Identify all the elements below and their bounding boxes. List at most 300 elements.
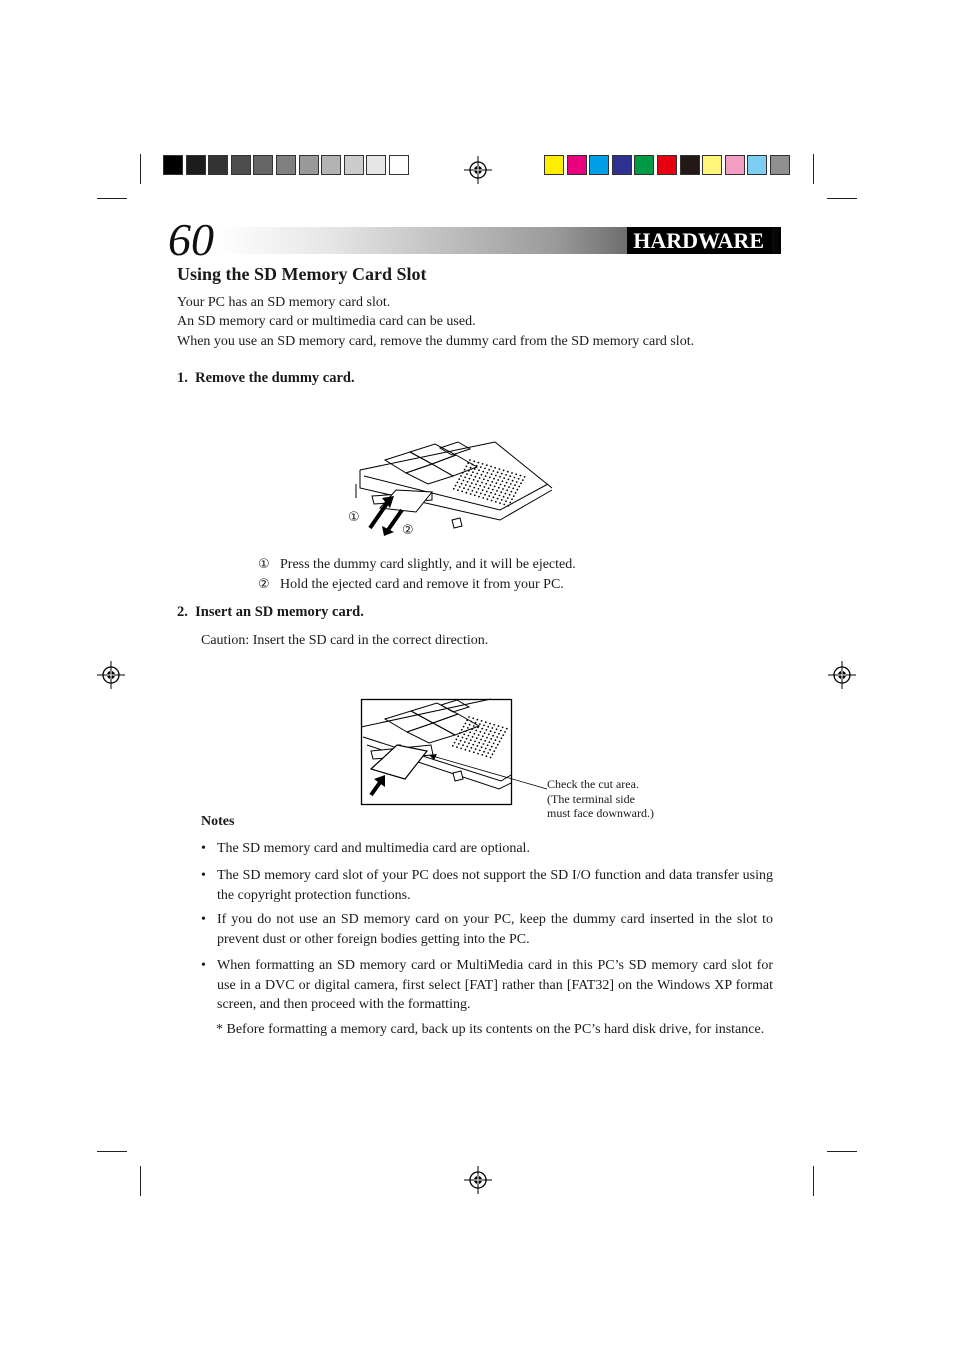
speaker-hole xyxy=(473,725,475,727)
speaker-hole xyxy=(470,475,472,477)
speaker-hole xyxy=(470,467,472,469)
registration-mark-icon xyxy=(464,1166,492,1194)
speaker-hole xyxy=(500,491,502,493)
speaker-hole xyxy=(503,470,505,472)
sd-card-insertion-illustration xyxy=(361,699,512,805)
note-bullet: • If you do not use an SD memory card on your PC, keep the dummy card inserted in the slot to prevent dust or other foreign bodies getting into the PC. xyxy=(201,912,773,947)
intro-line: An SD memory card or multimedia card can be used. xyxy=(177,314,476,329)
speaker-hole xyxy=(498,733,500,735)
callout-line: Check the cut area. xyxy=(547,777,639,791)
speaker-hole xyxy=(466,466,468,468)
note-bullet: • The SD memory card and multimedia card are optional. xyxy=(201,841,530,856)
speaker-hole xyxy=(469,732,471,734)
speaker-hole xyxy=(508,486,510,488)
speaker-hole xyxy=(524,476,526,478)
gray-swatch xyxy=(253,155,273,175)
note-sub-item: * Before formatting a memory card, back up its contents on the PC’s hard disk drive, for instance. xyxy=(216,1022,765,1037)
step-2-heading: 2. Insert an SD memory card. xyxy=(177,604,364,620)
speaker-hole xyxy=(509,494,511,496)
speaker-hole xyxy=(469,478,471,480)
speaker-hole xyxy=(459,486,461,488)
speaker-hole xyxy=(472,717,474,719)
note-text: If you do not use an SD memory card on your PC, keep the dummy card inserted in the slot to prevent dust or other foreign bodies getting into the PC. xyxy=(217,912,773,947)
speaker-hole xyxy=(477,726,479,728)
speaker-hole xyxy=(475,748,477,750)
speaker-hole xyxy=(493,478,495,480)
speaker-hole xyxy=(472,471,474,473)
speaker-hole xyxy=(466,746,468,748)
speaker-hole xyxy=(514,477,516,479)
crop-mark xyxy=(97,198,127,199)
speaker-hole xyxy=(491,473,493,475)
speaker-hole xyxy=(485,483,487,485)
speaker-hole xyxy=(493,496,495,498)
speaker-hole xyxy=(505,500,507,502)
speaker-hole xyxy=(490,484,492,486)
speaker-hole xyxy=(504,731,506,733)
speaker-hole xyxy=(513,495,515,497)
speaker-hole xyxy=(499,495,501,497)
gray-swatch xyxy=(276,155,296,175)
speaker-hole xyxy=(474,733,476,735)
speaker-hole xyxy=(494,732,496,734)
speaker-hole xyxy=(493,750,495,752)
speaker-hole xyxy=(486,737,488,739)
speaker-hole xyxy=(483,743,485,745)
speaker-hole xyxy=(499,468,501,470)
section-title: HARDWARE xyxy=(627,227,772,254)
speaker-hole xyxy=(487,726,489,728)
color-swatch xyxy=(770,155,790,175)
color-swatch xyxy=(657,155,677,175)
speaker-hole xyxy=(484,486,486,488)
speaker-hole xyxy=(481,482,483,484)
speaker-hole xyxy=(488,495,490,497)
speaker-hole xyxy=(461,729,463,731)
speaker-hole xyxy=(484,732,486,734)
speaker-hole xyxy=(507,497,509,499)
speaker-hole xyxy=(474,741,476,743)
step-marker: ① xyxy=(258,557,270,572)
speaker-hole xyxy=(500,730,502,732)
speaker-hole xyxy=(499,502,501,504)
speaker-hole xyxy=(471,482,473,484)
speaker-hole xyxy=(501,473,503,475)
speaker-hole xyxy=(458,478,460,480)
speaker-hole xyxy=(503,496,505,498)
speaker-hole xyxy=(516,481,518,483)
speaker-hole xyxy=(475,476,477,478)
speaker-hole xyxy=(493,470,495,472)
speaker-hole xyxy=(490,730,492,732)
step-1-heading: 1. Remove the dummy card. xyxy=(177,370,355,386)
speaker-hole xyxy=(496,736,498,738)
speaker-hole xyxy=(454,742,456,744)
speaker-hole xyxy=(512,480,514,482)
note-text: The SD memory card slot of your PC does not support the SD I/O function and data transfer using the copyright protection functions. xyxy=(217,868,773,903)
speaker-hole xyxy=(489,723,491,725)
speaker-hole xyxy=(511,472,513,474)
speaker-hole xyxy=(462,737,464,739)
gray-swatch xyxy=(208,155,228,175)
crop-mark xyxy=(97,1151,127,1152)
speaker-hole xyxy=(481,728,483,730)
gray-swatch xyxy=(186,155,206,175)
speaker-hole xyxy=(502,727,504,729)
speaker-hole xyxy=(469,724,471,726)
speaker-hole xyxy=(474,494,476,496)
registration-mark-icon xyxy=(828,661,856,689)
speaker-hole xyxy=(501,499,503,501)
color-swatch xyxy=(567,155,587,175)
speaker-hole xyxy=(469,485,471,487)
speaker-hole xyxy=(501,737,503,739)
gray-swatch xyxy=(231,155,251,175)
speaker-hole xyxy=(492,489,494,491)
speaker-hole xyxy=(463,480,465,482)
speaker-hole xyxy=(473,751,475,753)
speaker-hole xyxy=(474,468,476,470)
speaker-hole xyxy=(482,489,484,491)
crop-mark xyxy=(140,154,141,184)
speaker-hole xyxy=(461,491,463,493)
speaker-hole xyxy=(488,734,490,736)
gray-swatch xyxy=(366,155,386,175)
speaker-hole xyxy=(473,460,475,462)
speaker-hole xyxy=(491,481,493,483)
speaker-hole xyxy=(503,477,505,479)
speaker-hole xyxy=(478,488,480,490)
speaker-hole xyxy=(466,738,468,740)
speaker-hole xyxy=(488,469,490,471)
speaker-hole xyxy=(490,738,492,740)
speaker-hole xyxy=(506,489,508,491)
speaker-hole xyxy=(511,498,513,500)
speaker-hole xyxy=(490,492,492,494)
registration-mark-icon xyxy=(464,156,492,184)
speaker-hole xyxy=(468,716,470,718)
callout-line: (The terminal side xyxy=(547,791,635,806)
speaker-hole xyxy=(484,740,486,742)
speaker-hole xyxy=(457,482,459,484)
speaker-hole xyxy=(483,478,485,480)
speaker-hole xyxy=(472,744,474,746)
speaker-hole xyxy=(496,728,498,730)
speaker-hole xyxy=(462,472,464,474)
note-text: The SD memory card and multimedia card are optional. xyxy=(217,841,530,856)
speaker-hole xyxy=(514,484,516,486)
step-1-item xyxy=(258,575,564,595)
speaker-hole xyxy=(483,725,485,727)
speaker-hole xyxy=(480,739,482,741)
speaker-hole xyxy=(464,741,466,743)
speaker-hole xyxy=(484,494,486,496)
speaker-hole xyxy=(467,481,469,483)
speaker-hole xyxy=(488,487,490,489)
callout-line: must face downward.) xyxy=(547,806,654,820)
speaker-hole xyxy=(493,743,495,745)
color-swatch xyxy=(634,155,654,175)
crop-mark xyxy=(813,154,814,184)
intro-line: When you use an SD memory card, remove the dummy card from the SD memory card slot. xyxy=(177,334,695,349)
speaker-hole xyxy=(515,473,517,475)
speaker-hole xyxy=(463,726,465,728)
speaker-hole xyxy=(465,749,467,751)
speaker-hole xyxy=(496,490,498,492)
speaker-hole xyxy=(497,498,499,500)
figure-label-1: ① xyxy=(348,510,360,525)
speaker-hole xyxy=(497,471,499,473)
speaker-hole xyxy=(491,500,493,502)
speaker-hole xyxy=(482,471,484,473)
speaker-hole xyxy=(494,493,496,495)
speaker-hole xyxy=(479,477,481,479)
page-number: 60 xyxy=(168,214,214,265)
speaker-hole xyxy=(478,469,480,471)
speaker-hole xyxy=(485,475,487,477)
speaker-hole xyxy=(489,741,491,743)
speaker-hole xyxy=(515,492,517,494)
speaker-hole xyxy=(478,496,480,498)
speaker-hole xyxy=(482,735,484,737)
speaker-hole xyxy=(502,734,504,736)
speaker-hole xyxy=(491,746,493,748)
speaker-hole xyxy=(504,485,506,487)
speaker-hole xyxy=(475,722,477,724)
speaker-hole xyxy=(469,459,471,461)
speaker-hole xyxy=(480,493,482,495)
intro-line: Your PC has an SD memory card slot. xyxy=(177,295,391,310)
speaker-hole xyxy=(479,723,481,725)
speaker-hole xyxy=(471,728,473,730)
gray-swatch xyxy=(299,155,319,175)
speaker-hole xyxy=(469,750,471,752)
page-title: Using the SD Memory Card Slot xyxy=(177,264,427,284)
speaker-hole xyxy=(457,489,459,491)
speaker-hole xyxy=(481,474,483,476)
speaker-hole xyxy=(471,721,473,723)
speaker-hole xyxy=(465,484,467,486)
speaker-hole xyxy=(477,745,479,747)
speaker-hole xyxy=(457,735,459,737)
speaker-hole xyxy=(497,744,499,746)
step-1-item xyxy=(258,555,576,575)
speaker-hole xyxy=(499,741,501,743)
speaker-hole xyxy=(494,486,496,488)
speaker-hole xyxy=(485,721,487,723)
speaker-hole xyxy=(495,747,497,749)
speaker-hole xyxy=(463,487,465,489)
speaker-hole xyxy=(502,480,504,482)
color-swatch xyxy=(725,155,745,175)
speaker-hole xyxy=(487,498,489,500)
speaker-hole xyxy=(472,736,474,738)
speaker-hole xyxy=(455,485,457,487)
speaker-hole xyxy=(503,504,505,506)
speaker-hole xyxy=(467,727,469,729)
note-bullet: • When formatting an SD memory card or MultiMedia card in this PC’s SD memory card slot for use in a DVC or digital camera, first select [FAT] rather than [FAT32] on the Windows XP format screen, and then proceed with the formatting. xyxy=(201,958,773,1012)
speaker-hole xyxy=(478,742,480,744)
speaker-hole xyxy=(477,753,479,755)
speaker-hole xyxy=(520,475,522,477)
speaker-hole xyxy=(465,723,467,725)
speaker-hole xyxy=(512,488,514,490)
speaker-hole xyxy=(505,493,507,495)
step-marker: ② xyxy=(258,577,270,592)
speaker-hole xyxy=(481,754,483,756)
speaker-hole xyxy=(478,462,480,464)
section-header-bar xyxy=(217,227,781,254)
speaker-hole xyxy=(481,720,483,722)
speaker-hole xyxy=(466,473,468,475)
speaker-hole xyxy=(510,483,512,485)
notes-heading: Notes xyxy=(201,814,235,829)
speaker-hole xyxy=(492,727,494,729)
speaker-hole xyxy=(480,731,482,733)
speaker-hole xyxy=(481,746,483,748)
speaker-hole xyxy=(468,735,470,737)
speaker-hole xyxy=(492,735,494,737)
crop-mark xyxy=(140,1166,141,1196)
speaker-hole xyxy=(470,493,472,495)
speaker-hole xyxy=(486,729,488,731)
speaker-hole xyxy=(465,730,467,732)
speaker-hole xyxy=(482,497,484,499)
speaker-hole xyxy=(487,752,489,754)
speaker-hole xyxy=(495,501,497,503)
step-text: Press the dummy card slightly, and it will be ejected. xyxy=(280,557,576,572)
figure-label-2: ② xyxy=(402,523,414,538)
speaker-hole xyxy=(495,739,497,741)
color-swatch xyxy=(544,155,564,175)
speaker-hole xyxy=(473,479,475,481)
speaker-hole xyxy=(486,491,488,493)
speaker-hole xyxy=(505,474,507,476)
speaker-hole xyxy=(489,749,491,751)
speaker-hole xyxy=(493,724,495,726)
speaker-hole xyxy=(452,745,454,747)
speaker-hole xyxy=(506,482,508,484)
speaker-hole xyxy=(479,485,481,487)
speaker-hole xyxy=(476,465,478,467)
speaker-hole xyxy=(483,751,485,753)
speaker-hole xyxy=(458,743,460,745)
speaker-hole xyxy=(496,482,498,484)
registration-mark-icon xyxy=(97,661,125,689)
speaker-hole xyxy=(456,746,458,748)
gray-swatch xyxy=(163,155,183,175)
speaker-hole xyxy=(456,739,458,741)
speaker-hole xyxy=(489,477,491,479)
speaker-hole xyxy=(492,753,494,755)
speaker-hole xyxy=(470,739,472,741)
crop-mark xyxy=(827,1151,857,1152)
speaker-hole xyxy=(478,734,480,736)
speaker-hole xyxy=(486,755,488,757)
gray-swatch xyxy=(321,155,341,175)
speaker-hole xyxy=(476,473,478,475)
speaker-hole xyxy=(480,466,482,468)
speaker-hole xyxy=(511,491,513,493)
speaker-hole xyxy=(486,464,488,466)
speaker-hole xyxy=(490,757,492,759)
step-text: Hold the ejected card and remove it from your PC. xyxy=(280,577,564,592)
speaker-hole xyxy=(490,466,492,468)
speaker-hole xyxy=(464,476,466,478)
speaker-hole xyxy=(495,475,497,477)
speaker-hole xyxy=(508,479,510,481)
speaker-hole xyxy=(502,488,504,490)
speaker-hole xyxy=(487,472,489,474)
speaker-hole xyxy=(507,471,509,473)
color-calibration-bar xyxy=(544,155,793,175)
speaker-hole xyxy=(487,480,489,482)
speaker-hole xyxy=(460,748,462,750)
speaker-hole xyxy=(476,737,478,739)
gray-swatch xyxy=(389,155,409,175)
color-swatch xyxy=(589,155,609,175)
speaker-hole xyxy=(494,467,496,469)
speaker-hole xyxy=(475,484,477,486)
note-text: When formatting an SD memory card or MultiMedia card in this PC’s SD memory card slot for use in a DVC or digital camera, first select [FAT] rather than [FAT32] on the Windows XP format screen, and then proceed with the formatting. xyxy=(217,958,773,1012)
speaker-hole xyxy=(498,487,500,489)
speaker-hole xyxy=(487,744,489,746)
speaker-hole xyxy=(508,505,510,507)
speaker-hole xyxy=(509,502,511,504)
speaker-hole xyxy=(467,489,469,491)
speaker-hole xyxy=(471,747,473,749)
speaker-hole xyxy=(473,487,475,489)
speaker-hole xyxy=(468,470,470,472)
dummy-card-removal-illustration xyxy=(340,440,560,540)
speaker-hole xyxy=(498,725,500,727)
speaker-hole xyxy=(509,475,511,477)
crop-mark xyxy=(813,1166,814,1196)
speaker-hole xyxy=(497,479,499,481)
speaker-hole xyxy=(475,730,477,732)
color-swatch xyxy=(747,155,767,175)
speaker-hole xyxy=(477,480,479,482)
speaker-hole xyxy=(479,750,481,752)
gray-swatch xyxy=(344,155,364,175)
speaker-hole xyxy=(467,462,469,464)
color-swatch xyxy=(612,155,632,175)
speaker-hole xyxy=(517,489,519,491)
speaker-hole xyxy=(453,488,455,490)
speaker-hole xyxy=(484,468,486,470)
speaker-hole xyxy=(520,482,522,484)
speaker-hole xyxy=(459,732,461,734)
speaker-hole xyxy=(499,476,501,478)
note-bullet: • The SD memory card slot of your PC does not support the SD I/O function and data transfer using the copyright protection functions. xyxy=(201,868,773,903)
speaker-hole xyxy=(472,490,474,492)
speaker-hole xyxy=(476,491,478,493)
speaker-hole xyxy=(477,719,479,721)
speaker-hole xyxy=(468,742,470,744)
speaker-hole xyxy=(460,475,462,477)
crop-mark xyxy=(827,198,857,199)
speaker-hole xyxy=(506,728,508,730)
speaker-hole xyxy=(518,486,520,488)
speaker-hole xyxy=(500,484,502,486)
speaker-hole xyxy=(463,733,465,735)
cut-area-callout xyxy=(547,777,654,821)
caution-text: Caution: Insert the SD card in the correct direction. xyxy=(201,633,489,648)
speaker-hole xyxy=(522,479,524,481)
speaker-hole xyxy=(462,744,464,746)
speaker-hole xyxy=(485,748,487,750)
speaker-hole xyxy=(461,483,463,485)
